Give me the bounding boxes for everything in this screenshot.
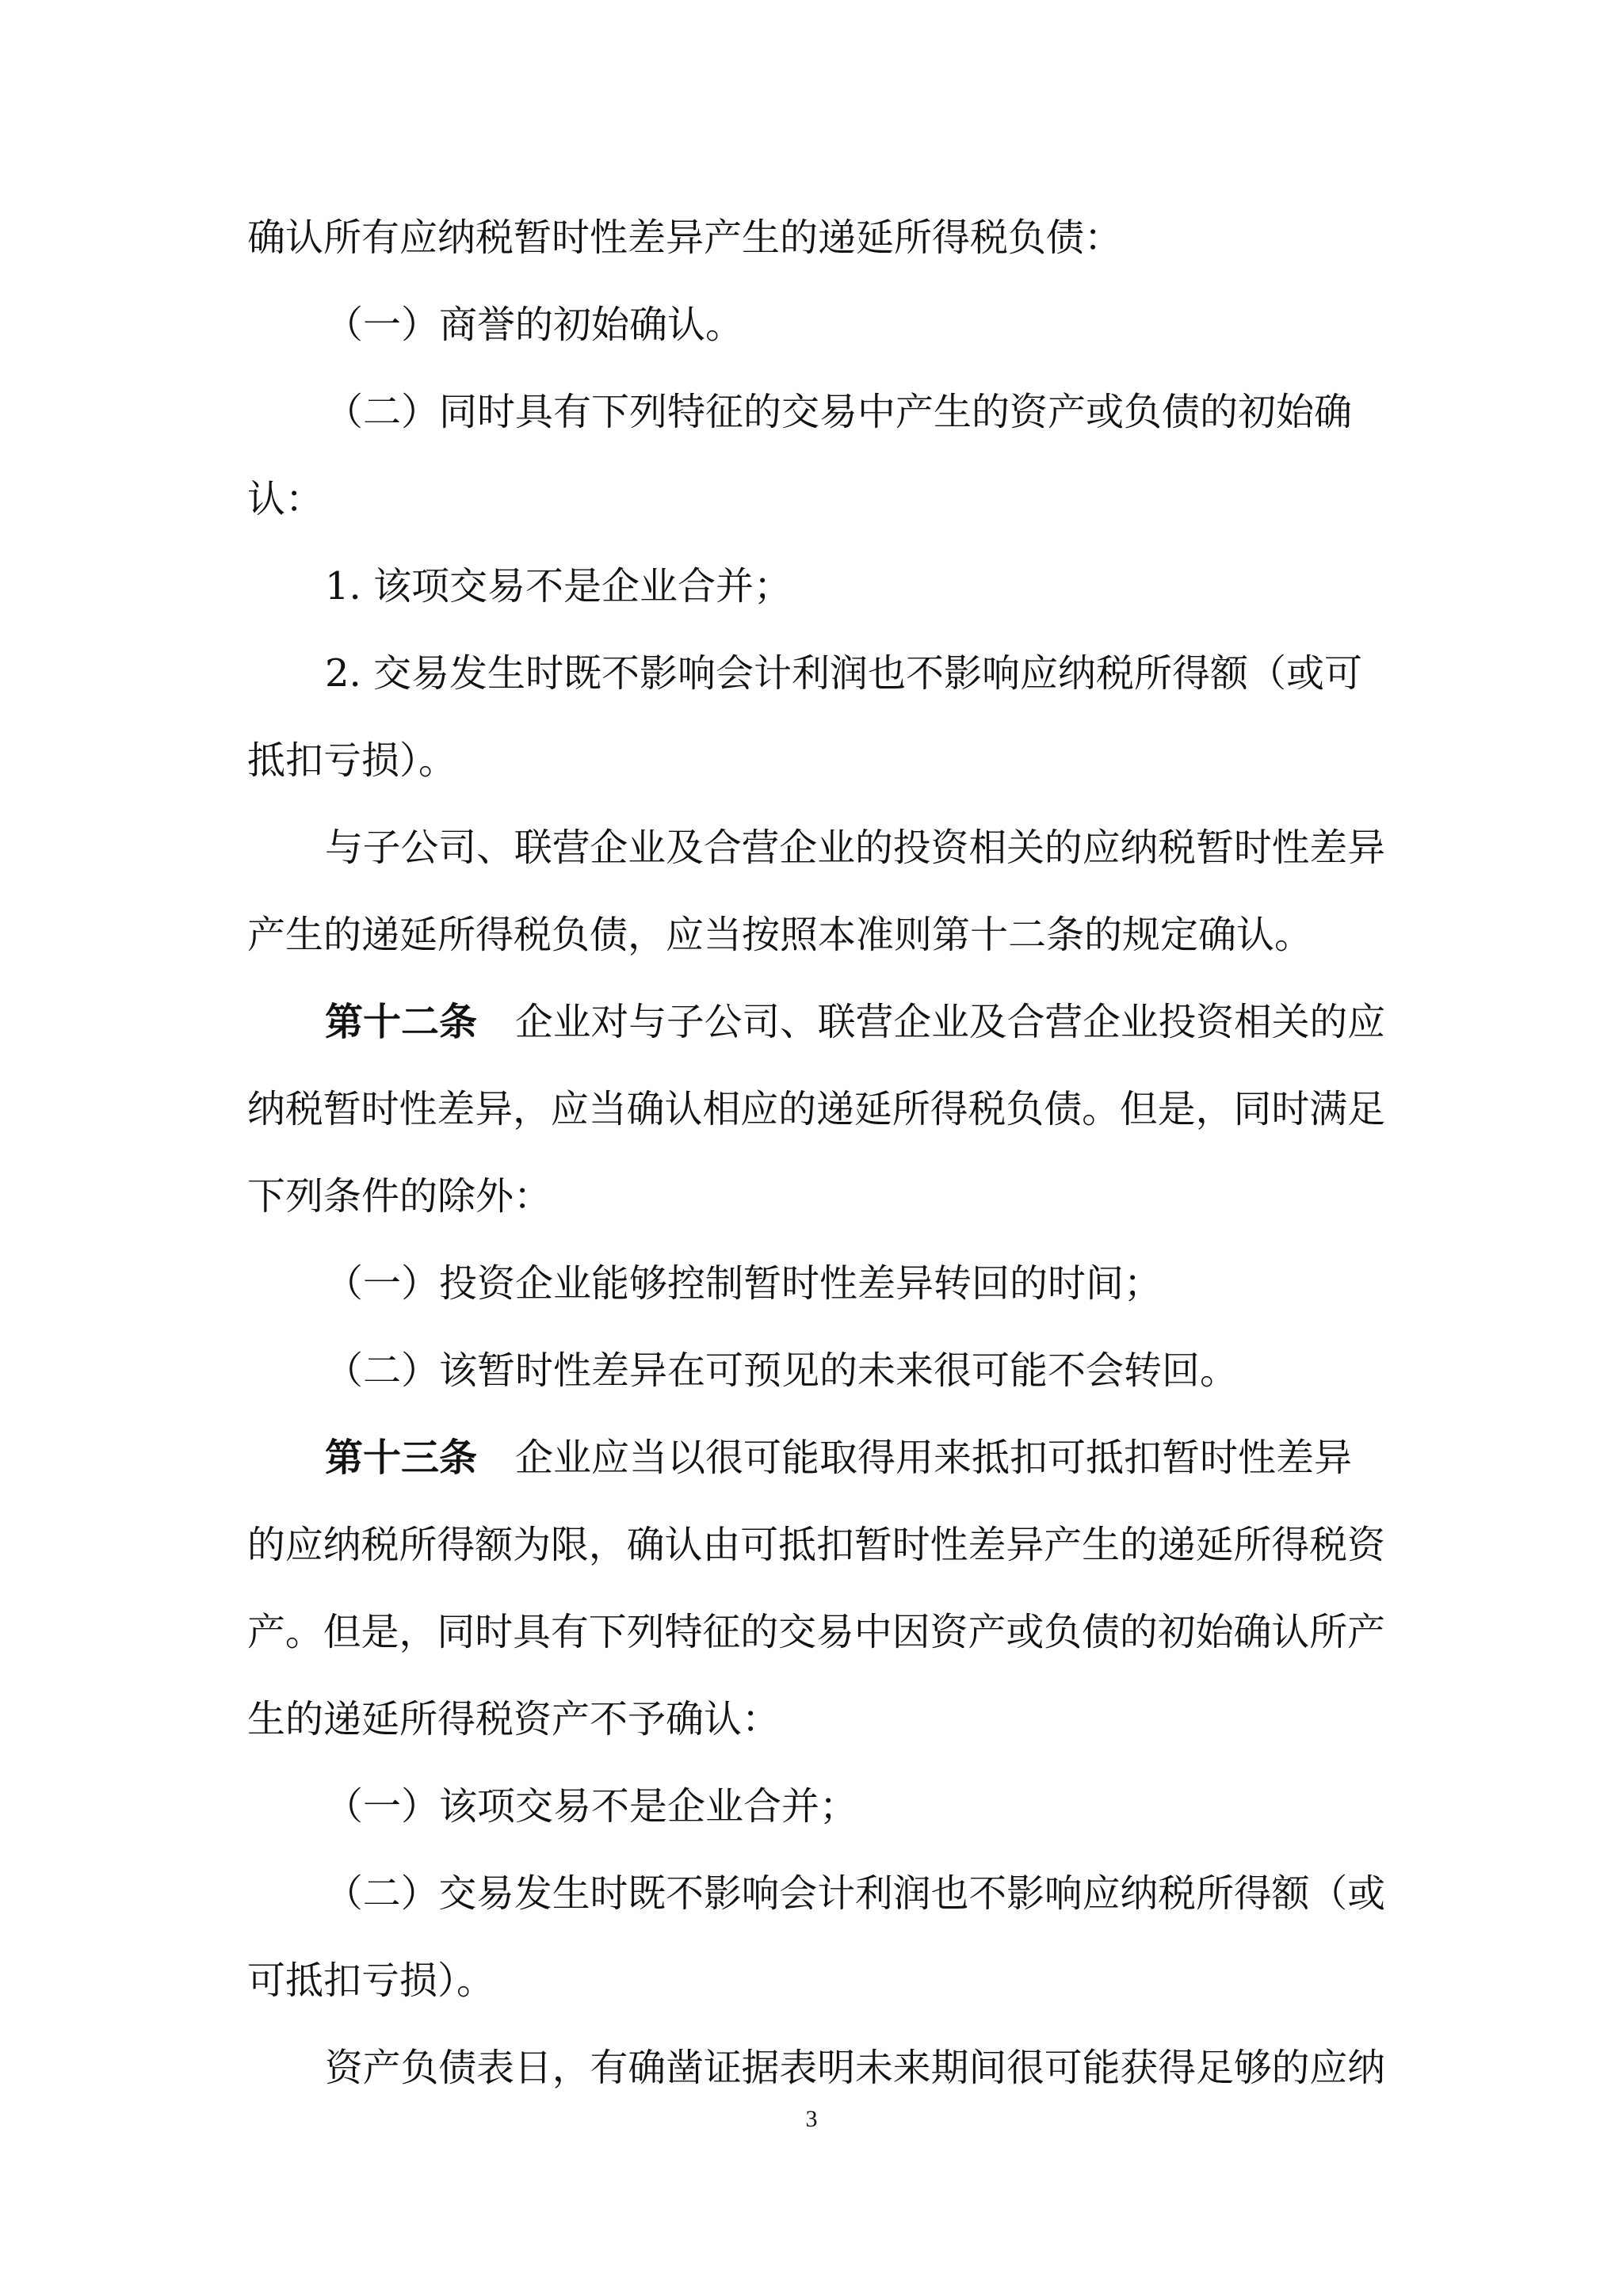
text-line: 产生的递延所得税负债，应当按照本准则第十二条的规定确认。 [247, 913, 1313, 957]
text-line: 的应纳税所得额为限，确认由可抵扣暂时性差异产生的递延所得税资 [247, 1523, 1386, 1567]
text-line: （一）该项交易不是企业合并； [325, 1784, 858, 1829]
text-line: 生的递延所得税资产不予确认： [247, 1697, 781, 1741]
text-line: （二）该暂时性差异在可预见的未来很可能不会转回。 [325, 1348, 1239, 1393]
text-line: （一）商誉的初始确认。 [325, 303, 744, 347]
text-line: 1. 该项交易不是企业合并； [325, 564, 792, 608]
text-line: 下列条件的除外： [247, 1174, 552, 1219]
text-line: 抵扣亏损）。 [247, 738, 457, 783]
text-line: （二）交易发生时既不影响会计利润也不影响应纳税所得额（或 [325, 1871, 1386, 1916]
article-12-heading: 第十二条 [325, 1000, 478, 1044]
article-13-heading: 第十三条 [325, 1436, 478, 1480]
page-number: 3 [805, 2106, 818, 2132]
text-line: 企业对与子公司、联营企业及合营企业投资相关的应 [515, 1000, 1386, 1044]
text-line: 产。但是，同时具有下列特征的交易中因资产或负债的初始确认所产 [247, 1610, 1386, 1654]
text-line: 资产负债表日，有确凿证据表明未来期间很可能获得足够的应纳 [325, 2046, 1386, 2090]
text-line: 企业应当以很可能取得用来抵扣可抵扣暂时性差异 [515, 1436, 1353, 1480]
text-line: 认： [247, 477, 324, 521]
text-line: （一）投资企业能够控制暂时性差异转回的时间； [325, 1261, 1163, 1306]
text-line: 2. 交易发生时既不影响会计利润也不影响应纳税所得额（或可 [325, 651, 1363, 696]
text-line: （二）同时具有下列特征的交易中产生的资产或负债的初始确 [325, 390, 1353, 434]
text-line: 纳税暂时性差异，应当确认相应的递延所得税负债。但是，同时满足 [247, 1087, 1386, 1131]
text-line: 可抵扣亏损）。 [247, 1958, 495, 2003]
text-line: 与子公司、联营企业及合营企业的投资相关的应纳税暂时性差异 [325, 826, 1386, 870]
text-line: 确认所有应纳税暂时性差异产生的递延所得税负债： [247, 215, 1123, 260]
